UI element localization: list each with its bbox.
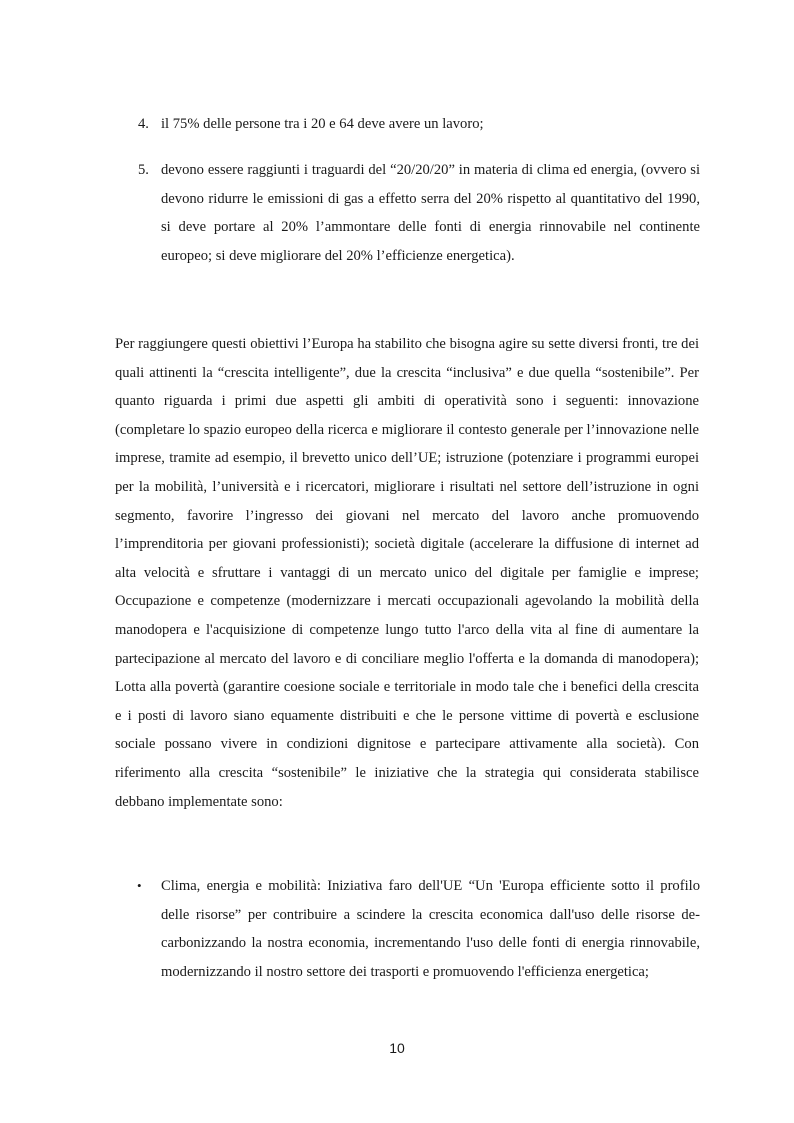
list-item-text: il 75% delle persone tra i 20 e 64 deve avere un lavoro; bbox=[161, 116, 484, 132]
list-item-4 bbox=[115, 110, 700, 139]
list-number: 4. bbox=[138, 116, 149, 132]
bullet-item-clima bbox=[115, 872, 700, 986]
list-item-text: devono essere raggiunti i traguardi del “20/20/20” in materia di clima ed energia, (ovvero si devono ridurre le emissioni di gas a effetto serra del 20% rispetto al quantitativo del 1990, si deve portare al 20% l’ammontare delle fonti di energia rinnovabile nel continente europeo; si deve migliorare del 20% l’efficienze energetica). bbox=[161, 162, 700, 264]
bullet-icon: • bbox=[137, 878, 142, 893]
list-item-5 bbox=[115, 156, 700, 270]
page-number: 10 bbox=[389, 1040, 405, 1056]
body-paragraph: Per raggiungere questi obiettivi l’Europa ha stabilito che bisogna agire su sette diversi fronti, tre dei quali attinenti la “crescita intelligente”, due la crescita “inclusiva” e due quella “sostenibile”. Per quanto riguarda i primi due aspetti gli ambiti di operatività sono i seguenti: innovazione (completare lo spazio europeo della ricerca e migliorare il contesto generale per l’innovazione nelle imprese, tramite ad esempio, il brevetto unico dell’UE; istruzione (potenziare i programmi europei per la mobilità, l’università e i ricercatori, migliorare i risultati nel settore dell’istruzione in ogni segmento, favorire l’ingresso dei giovani nel mercato del lavoro anche promuovendo l’imprenditoria per giovani professionisti); società digitale (accelerare la diffusione di internet ad alta velocità e sfruttare i vantaggi di un mercato unico del digitale per famiglie e imprese; Occupazione e competenze (modernizzare i mercati occupazionali agevolando la mobilità della manodopera e l'acquisizione di competenze lungo tutto l'arco della vita al fine di aumentare la partecipazione al mercato del lavoro e di conciliare meglio l'offerta e la domanda di manodopera); Lotta alla povertà (garantire coesione sociale e territoriale in modo tale che i benefici della crescita e i posti di lavoro siano equamente distribuiti e che le persone vittime di povertà e esclusione sociale possano vivere in condizioni dignitose e partecipare attivamente alla società). Con riferimento alla crescita “sostenibile” le iniziative che la strategia qui considerata stabilisce debbano implementate sono: bbox=[115, 336, 699, 810]
bullet-item-text: Clima, energia e mobilità: Iniziativa faro dell'UE “Un 'Europa efficiente sotto il profilo delle risorse” per contribuire a scindere la crescita economica dall'uso delle risorse de-carbonizzando la nostra economia, incrementando l'uso delle fonti di energia rinnovabile, modernizzando il nostro settore dei trasporti e promuovendo l'efficienza energetica; bbox=[161, 878, 700, 980]
list-number: 5. bbox=[138, 162, 149, 178]
